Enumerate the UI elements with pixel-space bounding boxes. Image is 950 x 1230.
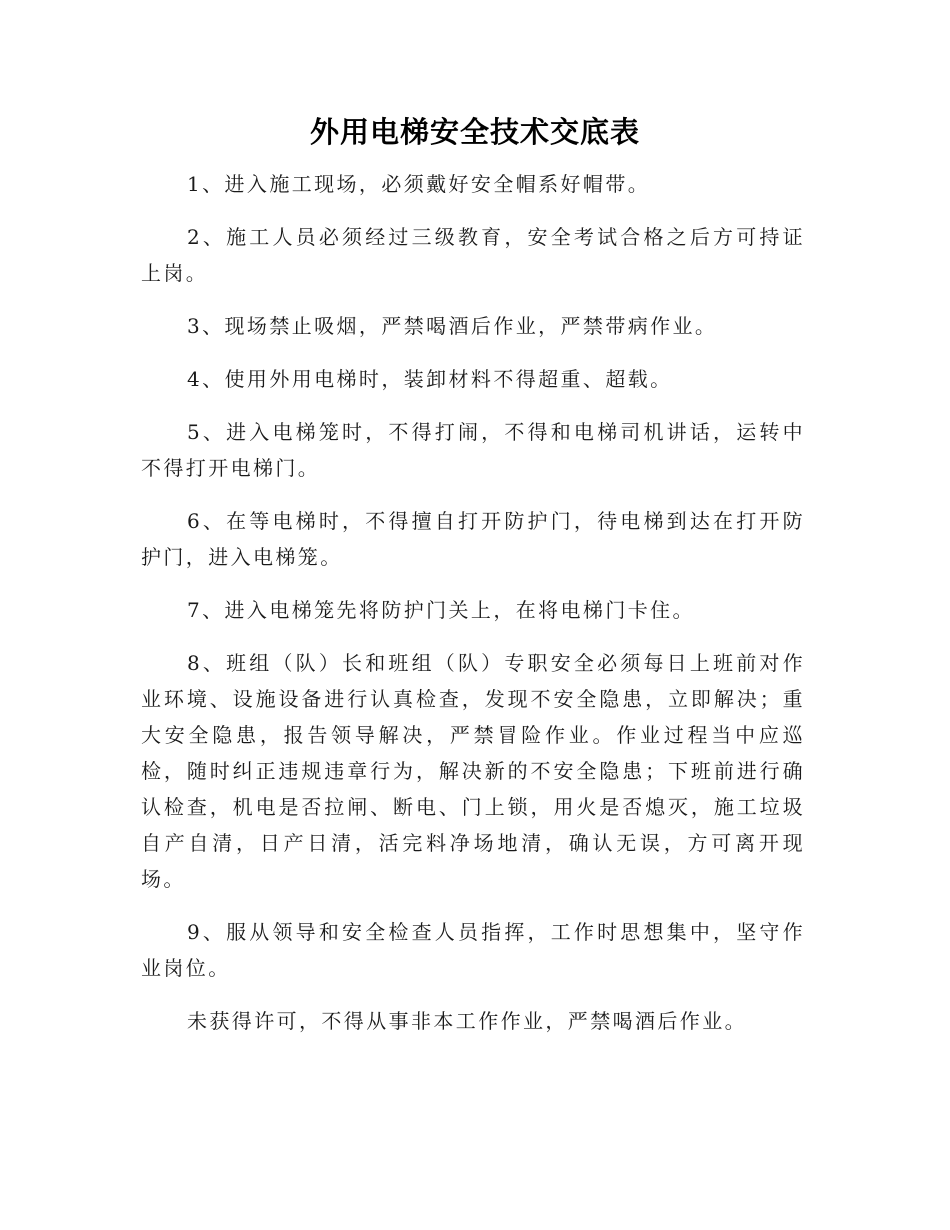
paragraph-4: 4、使用外用电梯时，装卸材料不得超重、超载。 — [187, 367, 673, 391]
paragraph-9: 9、服从领导和安全检查人员指挥，工作时思想集中，坚守作业岗位。 — [141, 920, 805, 980]
closing-note: 未获得许可，不得从事非本工作作业，严禁喝酒后作业。 — [187, 1009, 747, 1033]
paragraph-2: 2、施工人员必须经过三级教育，安全考试合格之后方可持证上岗。 — [141, 225, 805, 285]
document-title: 外用电梯安全技术交底表 — [309, 115, 640, 149]
document-body — [141, 166, 805, 1056]
paragraph-8: 8、班组（队）长和班组（队）专职安全必须每日上班前对作业环境、设施设备进行认真检查，发现不安全隐患，立即解决；重大安全隐患，报告领导解决，严禁冒险作业。作业过程当中应巡检，随时纠正违规违章行为，解决新的不安全隐患；下班前进行确认检查，机电是否拉闸、断电、门上锁，用火是否熄灭，施工垃圾自产自清，日产日清，活完料净场地清，确认无误，方可离开现场。 — [141, 651, 805, 891]
paragraph-1: 1、进入施工现场，必须戴好安全帽系好帽带。 — [187, 172, 651, 196]
paragraph-5: 5、进入电梯笼时，不得打闹，不得和电梯司机讲话，运转中不得打开电梯门。 — [141, 420, 805, 480]
paragraph-6: 6、在等电梯时，不得擅自打开防护门，待电梯到达在打开防护门，进入电梯笼。 — [141, 509, 805, 569]
paragraph-7: 7、进入电梯笼先将防护门关上，在将电梯门卡住。 — [187, 598, 695, 622]
paragraph-3: 3、现场禁止吸烟，严禁喝酒后作业，严禁带病作业。 — [187, 314, 718, 338]
